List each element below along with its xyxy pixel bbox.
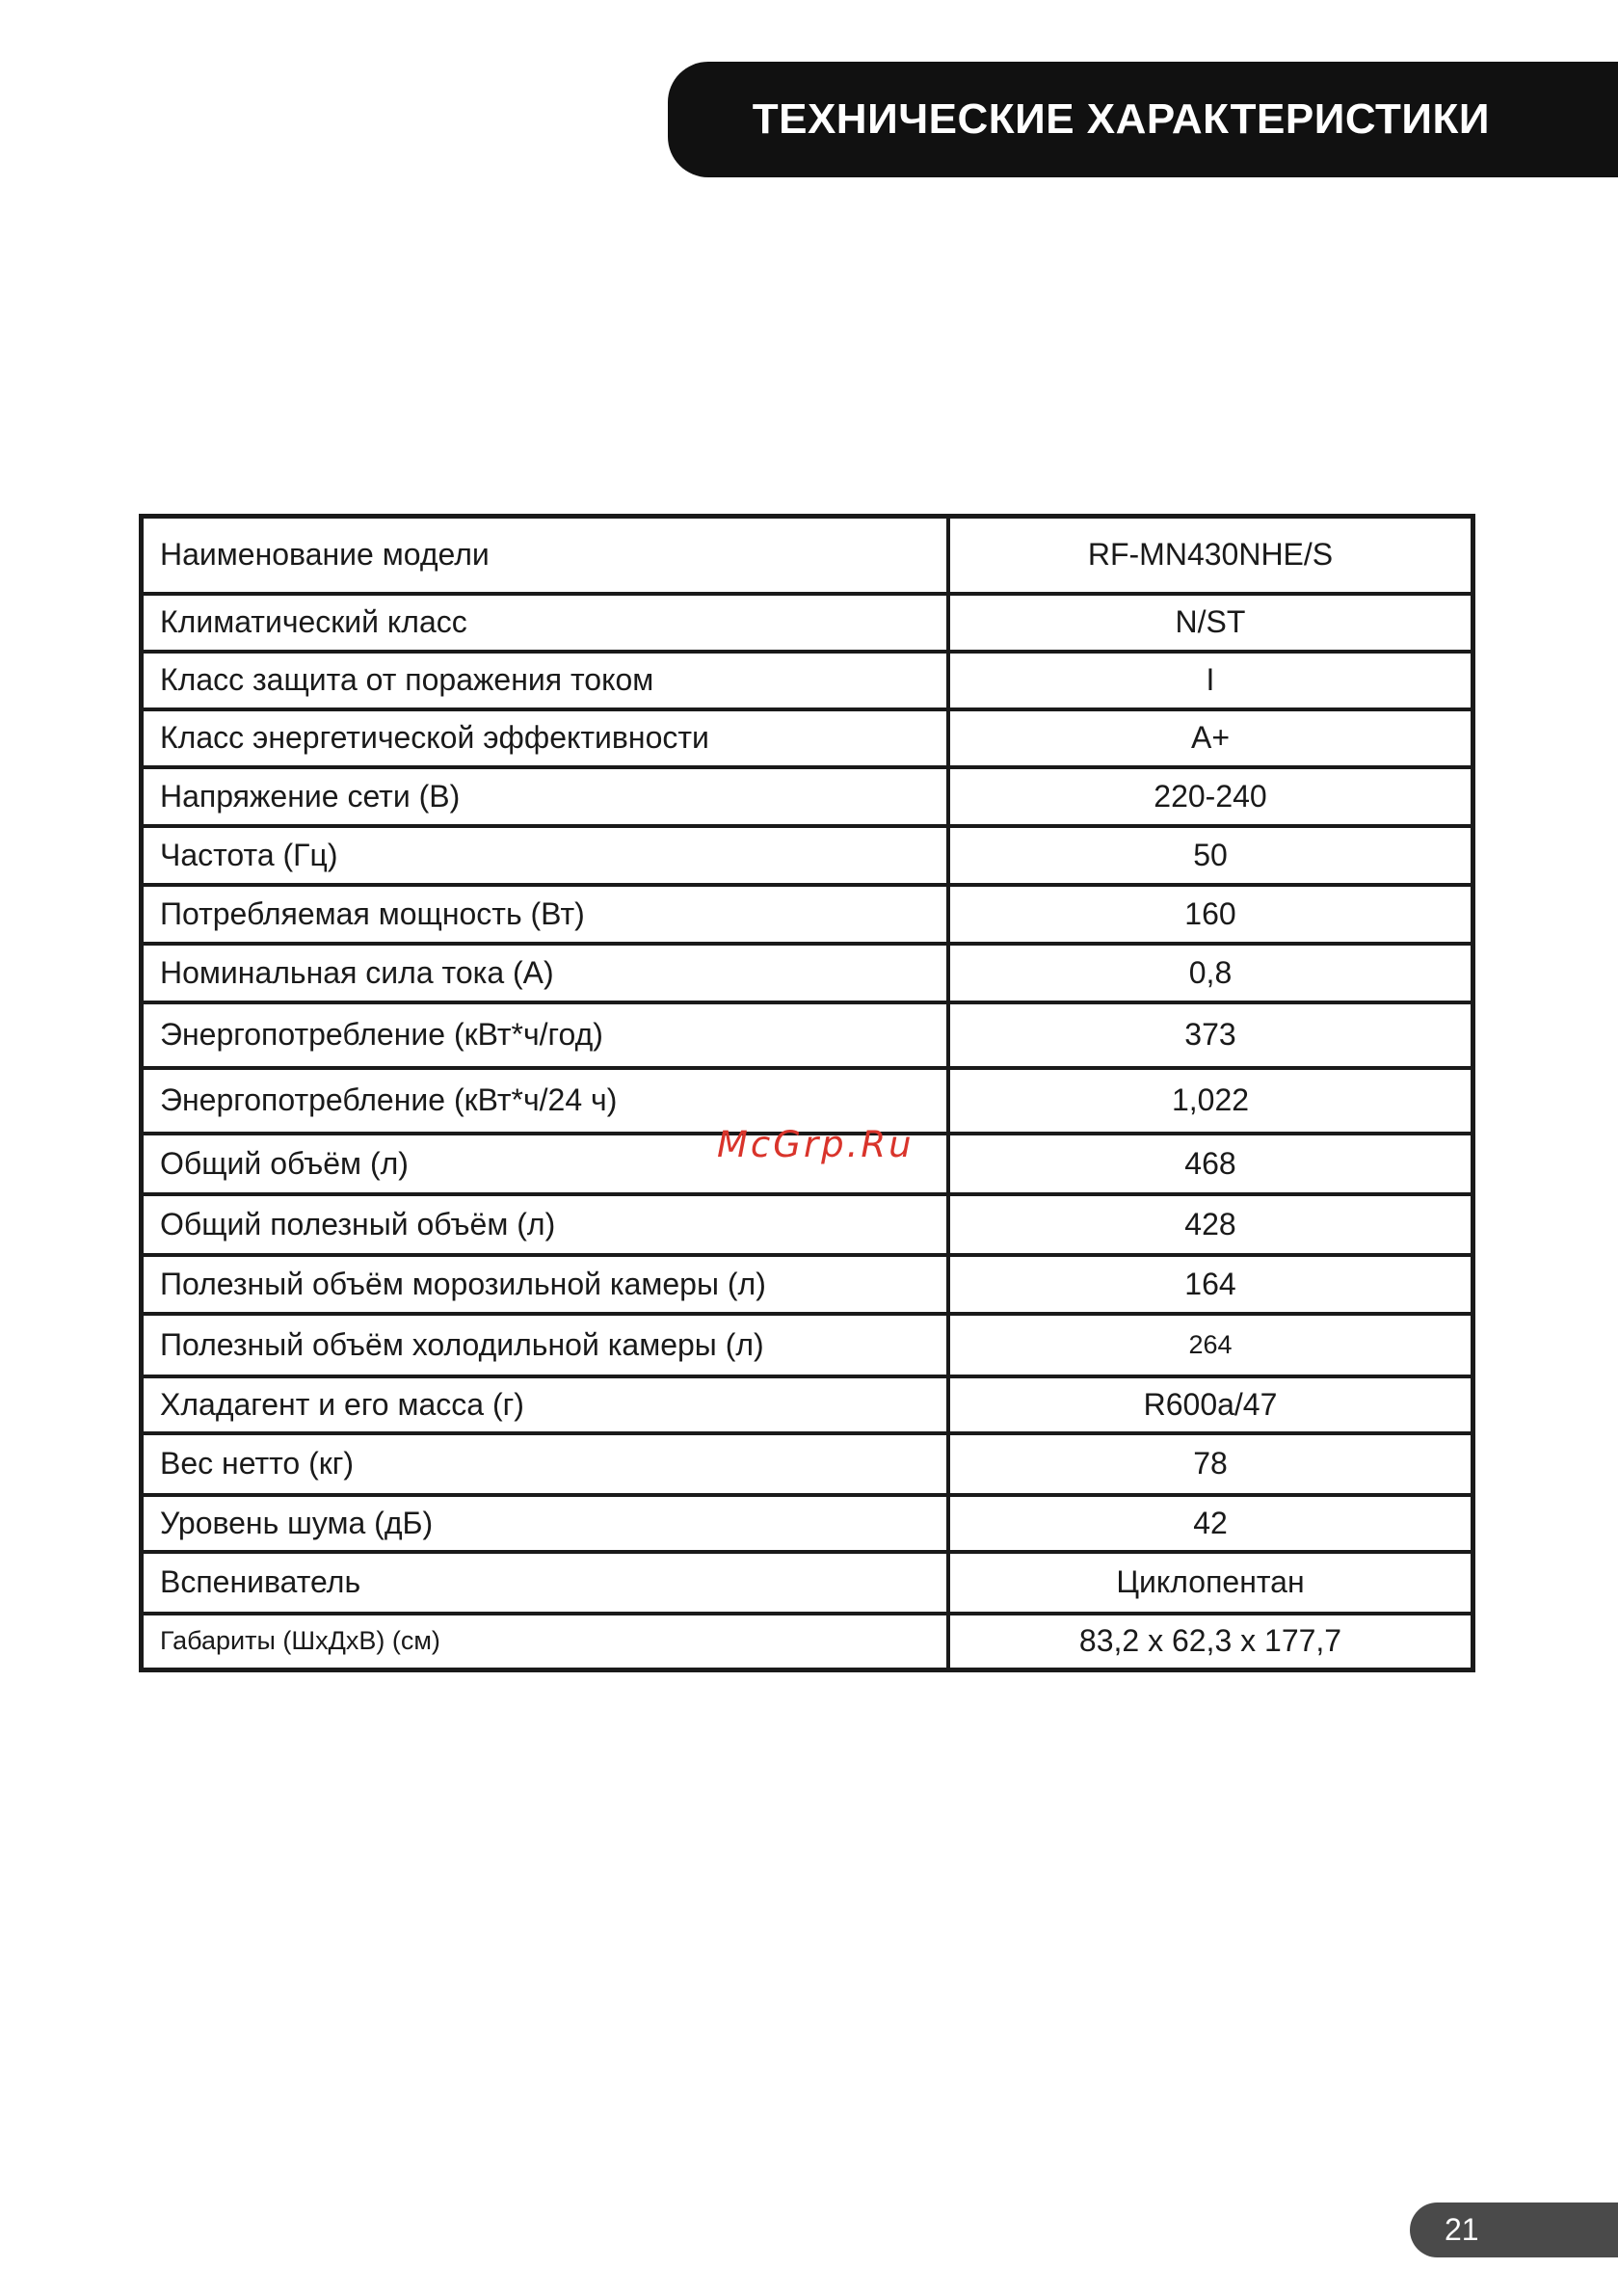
spec-value: 428 [948, 1194, 1473, 1255]
spec-param: Климатический класс [142, 594, 949, 652]
table-row [142, 709, 1473, 767]
table-row [142, 1433, 1473, 1495]
spec-param: Наименование модели [142, 517, 949, 594]
spec-param: Энергопотребление (кВт*ч/год) [142, 1002, 949, 1068]
table-row [142, 652, 1473, 709]
spec-param: Напряжение сети (В) [142, 767, 949, 826]
spec-value: RF-MN430NHE/S [948, 517, 1473, 594]
spec-table [139, 514, 1475, 1672]
spec-param: Хладагент и его масса (г) [142, 1376, 949, 1433]
spec-value: 50 [948, 826, 1473, 885]
spec-value: 264 [948, 1314, 1473, 1376]
spec-value: 373 [948, 1002, 1473, 1068]
spec-value: 42 [948, 1495, 1473, 1552]
spec-param: Уровень шума (дБ) [142, 1495, 949, 1552]
spec-value: 83,2 х 62,3 х 177,7 [948, 1614, 1473, 1670]
spec-param: Номинальная сила тока (А) [142, 944, 949, 1002]
table-row [142, 1194, 1473, 1255]
spec-param: Частота (Гц) [142, 826, 949, 885]
table-row [142, 1314, 1473, 1376]
spec-value: A+ [948, 709, 1473, 767]
table-row [142, 826, 1473, 885]
spec-value: 1,022 [948, 1068, 1473, 1134]
spec-value: 0,8 [948, 944, 1473, 1002]
spec-param: Потребляемая мощность (Вт) [142, 885, 949, 944]
spec-param: Полезный объём морозильной камеры (л) [142, 1255, 949, 1314]
spec-value: 78 [948, 1433, 1473, 1495]
table-row [142, 1614, 1473, 1670]
table-row [142, 1495, 1473, 1552]
spec-param: Общий объём (л) [142, 1134, 949, 1194]
spec-value: R600a/47 [948, 1376, 1473, 1433]
spec-param: Энергопотребление (кВт*ч/24 ч) [142, 1068, 949, 1134]
table-row [142, 767, 1473, 826]
spec-value: 160 [948, 885, 1473, 944]
page-title: ТЕХНИЧЕСКИЕ ХАРАКТЕРИСТИКИ [752, 95, 1490, 143]
spec-param: Вспениватель [142, 1552, 949, 1614]
watermark: McGrp.Ru [717, 1124, 915, 1165]
spec-value: I [948, 652, 1473, 709]
page-number-badge [1410, 2203, 1618, 2257]
spec-value: 164 [948, 1255, 1473, 1314]
spec-param: Класс энергетической эффективности [142, 709, 949, 767]
spec-param: Полезный объём холодильной камеры (л) [142, 1314, 949, 1376]
spec-param: Общий полезный объём (л) [142, 1194, 949, 1255]
spec-param: Вес нетто (кг) [142, 1433, 949, 1495]
spec-value: N/ST [948, 594, 1473, 652]
spec-param: Габариты (ШхДхВ) (см) [142, 1614, 949, 1670]
spec-value: 468 [948, 1134, 1473, 1194]
table-row [142, 517, 1473, 594]
header-banner [668, 62, 1618, 177]
spec-value: 220-240 [948, 767, 1473, 826]
table-row [142, 944, 1473, 1002]
spec-value: Циклопентан [948, 1552, 1473, 1614]
page-number: 21 [1445, 2212, 1479, 2247]
table-row [142, 1002, 1473, 1068]
table-row [142, 1552, 1473, 1614]
spec-param: Класс защита от поражения током [142, 652, 949, 709]
table-row [142, 1376, 1473, 1433]
table-row [142, 594, 1473, 652]
table-row [142, 1255, 1473, 1314]
table-row [142, 885, 1473, 944]
